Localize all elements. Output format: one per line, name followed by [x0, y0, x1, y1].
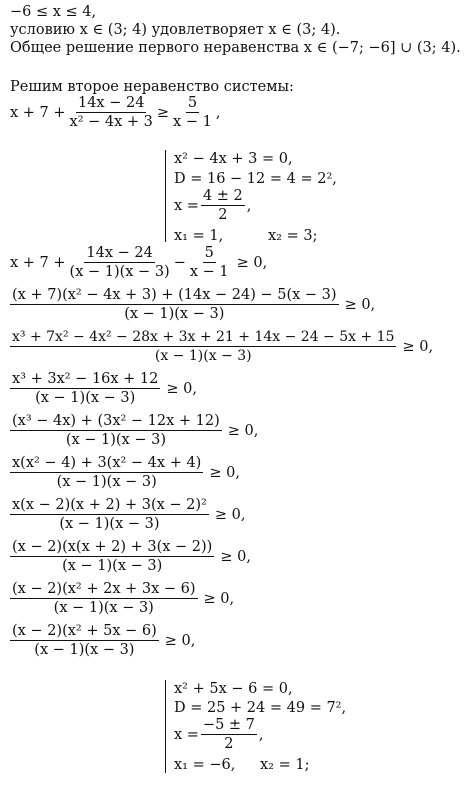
system2-root-1: x₁ = −6,: [174, 757, 236, 773]
step-right: ≥ 0,: [214, 506, 246, 523]
fraction: [10, 329, 396, 364]
fraction-numerator: x(x − 2)(x + 2) + 3(x − 2)²: [12, 497, 207, 513]
system1-root-1: x₁ = 1,: [174, 228, 224, 244]
original-inequality: [10, 95, 220, 130]
fraction-denominator: (x − 1)(x − 3): [53, 600, 154, 616]
fraction-numerator: (x + 7)(x² − 4x + 3) + (14x − 24) − 5(x − 3): [12, 287, 337, 303]
fraction-denominator: (x − 1)(x − 3): [56, 474, 157, 490]
step-right: ≥ 0,: [209, 464, 240, 481]
step-right: ≥ 0,: [220, 548, 251, 565]
fraction-numerator: −5 ± 7: [202, 717, 255, 733]
fraction-denominator: (x − 1)(x − 3): [65, 432, 166, 448]
step-6: [8, 455, 240, 490]
fraction: [10, 455, 203, 490]
fraction-denominator: x² − 4x + 3: [69, 114, 153, 130]
fraction-denominator: (x − 1)(x − 3): [69, 264, 170, 280]
fraction: [201, 717, 257, 752]
step-10: [8, 623, 195, 658]
fraction-numerator: (x − 2)(x² + 5x − 6): [12, 623, 157, 639]
minus-sign: −: [173, 254, 186, 271]
fraction-numerator: 14x − 24: [77, 95, 145, 111]
fraction: [10, 581, 198, 616]
fraction-numerator: x³ + 3x² − 16x + 12: [12, 371, 159, 387]
step-7: [8, 497, 245, 532]
fraction-denominator: (x − 1)(x − 3): [35, 390, 136, 406]
step-right: ≥ 0,: [236, 254, 268, 271]
system1-roots-formula: [174, 188, 251, 223]
system1-discriminant: D = 16 − 12 = 4 = 2²,: [174, 171, 337, 187]
fraction-denominator: (x − 1)(x − 3): [62, 558, 163, 574]
fraction: [10, 287, 339, 322]
system1-root-2: x₂ = 3;: [268, 228, 318, 244]
intro-line-2: условию x ∈ (3; 4) удовлетворяет x ∈ (3; 4).: [10, 22, 341, 38]
fraction-denominator: x − 1: [189, 264, 229, 280]
step-right: ≥ 0,: [402, 338, 434, 355]
system1-equation: x² − 4x + 3 = 0,: [174, 151, 293, 167]
fraction: [10, 413, 222, 448]
intro-line-1: −6 ≤ x ≤ 4,: [10, 4, 97, 20]
step-4: [8, 371, 197, 406]
fraction-numerator: 5: [204, 245, 214, 261]
inequality-left: x + 7 +: [10, 104, 66, 121]
fraction-denominator: 2: [224, 736, 234, 752]
step-right: ≥ 0,: [164, 632, 196, 649]
step-9: [8, 581, 234, 616]
fraction: [68, 245, 172, 280]
roots-left: x =: [174, 197, 199, 214]
system2-roots-formula: [174, 717, 264, 752]
fraction: [10, 497, 209, 532]
fraction: [10, 371, 160, 406]
intro-line-4: Решим второе неравенство системы:: [10, 79, 294, 95]
fraction-numerator: (x − 2)(x² + 2x + 3x − 6): [12, 581, 196, 597]
fraction-numerator: (x − 2)(x(x + 2) + 3(x − 2)): [12, 539, 213, 555]
fraction-denominator: (x − 1)(x − 3): [154, 348, 252, 364]
step-right: ≥ 0,: [166, 380, 197, 397]
relation-sign: ≥: [156, 104, 170, 121]
system-brace: [165, 150, 166, 242]
fraction-numerator: x(x² − 4) + 3(x² − 4x + 4): [12, 455, 202, 471]
fraction-numerator: (x³ − 4x) + (3x² − 12x + 12): [12, 413, 220, 429]
fraction: [68, 95, 155, 130]
fraction-denominator: 2: [218, 207, 228, 223]
trailing-comma: ,: [246, 197, 252, 214]
intro-line-3: Общее решение первого неравенства x ∈ (−7; −6] ∪ (3; 4).: [10, 40, 461, 56]
fraction-numerator: 4 ± 2: [202, 188, 243, 204]
step-left: x + 7 +: [10, 254, 66, 271]
system2-discriminant: D = 25 + 24 = 49 = 7²,: [174, 700, 347, 716]
fraction-denominator: (x − 1)(x − 3): [59, 516, 160, 532]
step-2: [8, 287, 375, 322]
fraction-numerator: 14x − 24: [86, 245, 153, 261]
fraction-right: [171, 95, 214, 130]
step-right: ≥ 0,: [344, 296, 376, 313]
step-3: [8, 329, 433, 364]
fraction-numerator: 5: [187, 95, 198, 111]
step-right: ≥ 0,: [203, 590, 235, 607]
step-right: ≥ 0,: [227, 422, 259, 439]
step-5: [8, 413, 258, 448]
step-8: [8, 539, 251, 574]
trailing-comma: ,: [258, 726, 264, 743]
fraction-denominator: (x − 1)(x − 3): [124, 306, 225, 322]
roots-left: x =: [174, 726, 199, 743]
step-1: [10, 245, 267, 280]
fraction: [188, 245, 231, 280]
system2-equation: x² + 5x − 6 = 0,: [174, 681, 293, 697]
fraction-denominator: x − 1: [173, 114, 212, 130]
fraction: [10, 623, 159, 658]
fraction-numerator: x³ + 7x² − 4x² − 28x + 3x + 21 + 14x − 24 − 5x + 15: [12, 329, 395, 345]
fraction: [201, 188, 245, 223]
system-brace: [165, 680, 166, 773]
fraction: [10, 539, 214, 574]
trailing-comma: ,: [215, 104, 221, 121]
fraction-denominator: (x − 1)(x − 3): [34, 642, 135, 658]
system2-root-2: x₂ = 1;: [260, 757, 310, 773]
